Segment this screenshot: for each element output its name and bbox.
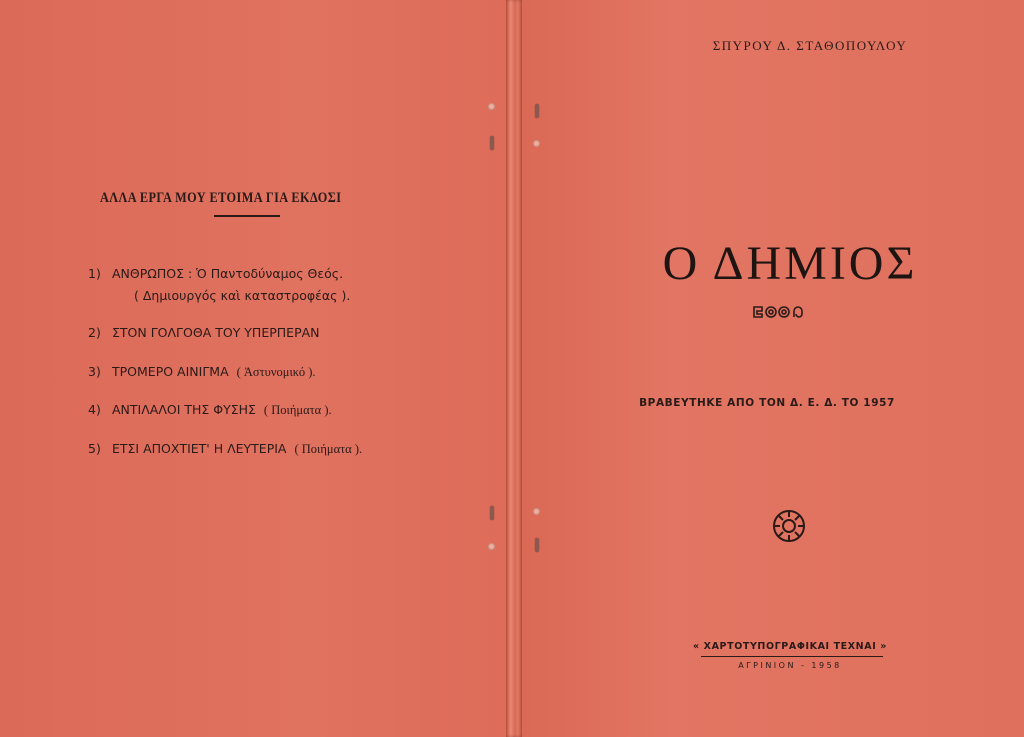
list-item-title: ΕΤΣΙ ΑΠΟΧΤΙΕΤ' Η ΛΕΥΤΕΡΙΑ — [112, 441, 287, 456]
staple-hole-icon — [533, 508, 540, 515]
author-name: ΣΠΥΡΟΥ Δ. ΣΤΑΘΟΠΟΥΛΟΥ — [712, 38, 908, 53]
list-item-note: ( Ποιήματα ). — [294, 442, 363, 456]
back-cover-heading: ΑΛΛΑ ΕΡΓΑ ΜΟΥ ΕΤΟΙΜΑ ΓΙΑ ΕΚΔΟΣΙ — [100, 190, 342, 206]
list-item-number: 4) — [88, 402, 101, 417]
award-line: ΒΡΑΒΕΥΤΗΚΕ ΑΠΟ ΤΟΝ Δ. Ε. Δ. ΤΟ 1957 — [639, 397, 895, 409]
publisher-name: « ΧΑΡΤΟΤΥΠΟΓΡΑΦΙΚΑΙ ΤΕΧΝΑΙ » — [693, 641, 887, 652]
publisher-divider — [701, 656, 883, 657]
publisher-emblem-icon — [771, 508, 807, 544]
ornament-icon — [751, 304, 811, 320]
heading-underline — [214, 215, 280, 217]
staple-icon — [535, 104, 539, 118]
staple-icon — [535, 538, 539, 552]
staple-hole-icon — [533, 140, 540, 147]
list-item — [88, 366, 316, 379]
list-item-number: 1) — [88, 266, 101, 281]
list-item-number: 5) — [88, 441, 101, 456]
list-item-note: ( Ἀστυνομικό ). — [236, 365, 316, 379]
staple-hole-icon — [488, 543, 495, 550]
list-item — [88, 404, 332, 417]
front-cover — [520, 0, 1024, 737]
list-item-note: Ὁ Παντοδύναμος Θεός. — [196, 266, 344, 281]
list-item — [88, 327, 320, 340]
list-item-title: ΑΝΘΡΩΠΟΣ : — [112, 266, 193, 281]
publication-place-year: ΑΓΡΙΝΙΟΝ - 1958 — [738, 661, 842, 670]
list-item-number: 2) — [88, 325, 101, 340]
list-item-note: ( Ποιήματα ). — [263, 403, 332, 417]
staple-icon — [490, 136, 494, 150]
list-item-title: ΣΤΟΝ ΓΟΛΓΟΘΑ ΤΟΥ ΥΠΕΡΠΕΡΑΝ — [112, 325, 320, 340]
list-item-number: 3) — [88, 364, 101, 379]
book-title: Ο ΔΗΜΙΟΣ — [662, 237, 918, 290]
list-item — [88, 443, 362, 456]
staple-icon — [490, 506, 494, 520]
staple-hole-icon — [488, 103, 495, 110]
list-item-title: ΑΝΤΙΛΑΛΟΙ ΤΗΣ ΦΥΣΗΣ — [112, 402, 256, 417]
list-item-subline: ( Δημιουργός καὶ καταστροφέας ). — [134, 288, 351, 303]
book-spine — [506, 0, 522, 737]
list-item-title: ΤΡΟΜΕΡΟ ΑΙΝΙΓΜΑ — [112, 364, 229, 379]
list-item — [88, 268, 343, 281]
